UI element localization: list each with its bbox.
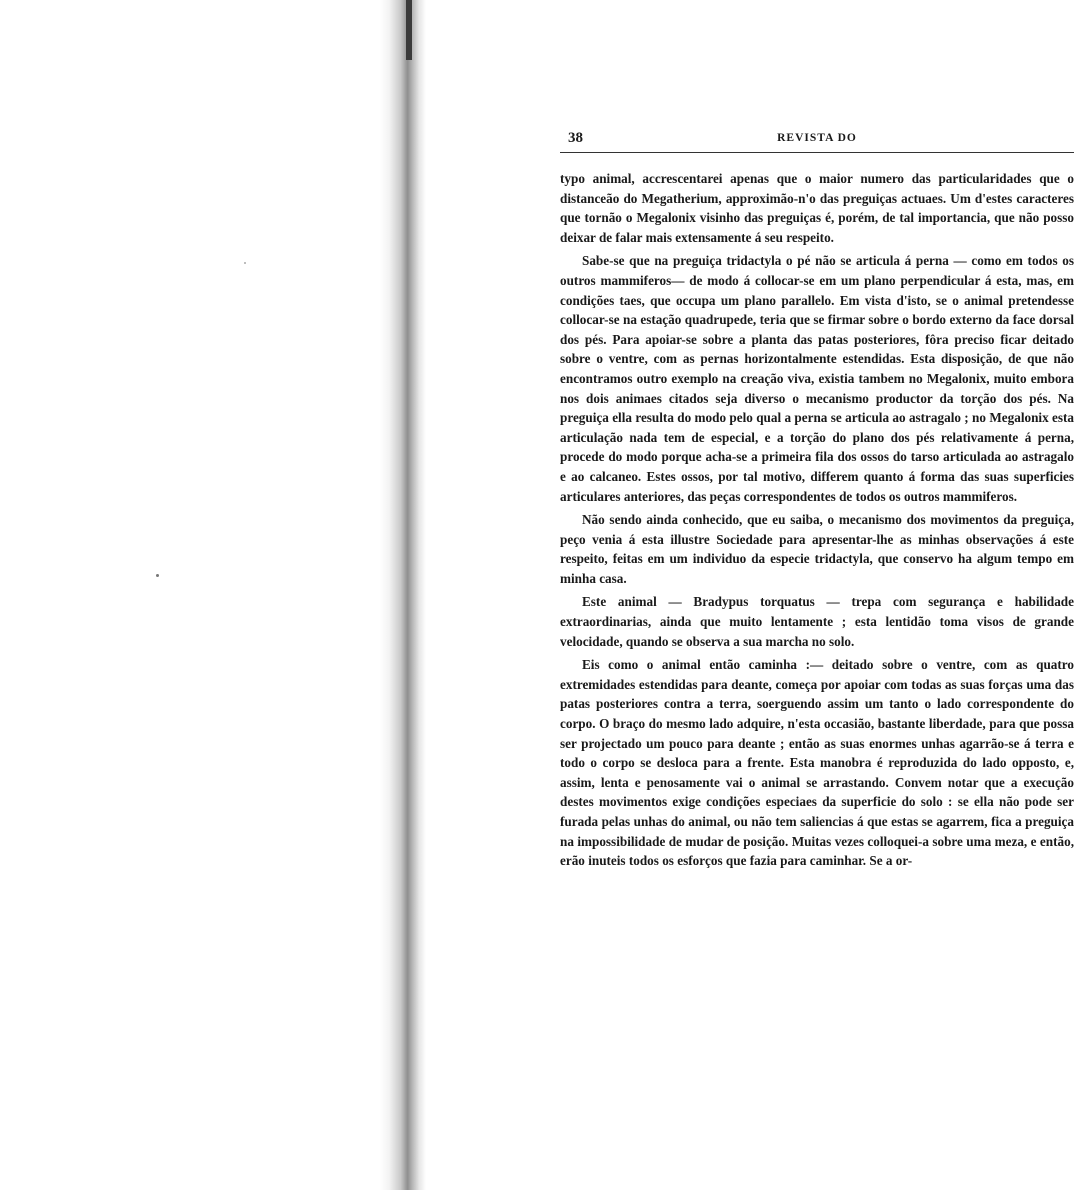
paragraph-2: Sabe-se que na preguiça tridactyla o pé não se articula á perna — como em todos os outros mammiferos— de modo á collocar-se em um plano perpendicular á esta, mas, em condições taes, que occupa um plano parallelo. Em vista d'isto, se o animal pretendesse collocar-se na estação quadrupede, teria que se firmar sobre o bordo externo da face dorsal dos pés. Para apoiar-se sobre a planta das patas posteriores, fôra preciso ficar deitado sobre o ventre, com as pernas horizontalmente estendidas. Esta disposição, de que não encontramos outro exemplo na creação viva, existia tambem no Megalonix, muito embora nos dois animaes citados seja diverso o mecanismo productor da torção dos pés. Na preguiça ella resulta do modo pelo qual a perna se articula ao astragalo ; no Megalonix esta articulação nada tem de especial, e a torção do plano dos pés relativamente á perna, procede do modo porque acha-se a primeira fila dos ossos do tarso articulada ao astragalo e ao calcaneo. Estes ossos, por tal motivo, differem quanto á forma das suas superficies articulares anteriores, das peças correspondentes de todos os outros mammiferos. (560, 253, 1074, 504)
body-text (560, 169, 1074, 871)
paper-speck (244, 262, 246, 264)
paragraph-1: typo animal, accrescentarei apenas que o maior numero das particularidades que o distanceão do Megatherium, approximão-n'o das preguiças actuaes. Um d'estes caracteres que tornão o Megalonix visinho das preguiças é, porém, de tal importancia, que não posso deixar de falar mais extensamente á seu respeito. (560, 171, 1074, 245)
binding-gutter (380, 0, 426, 1190)
page-number: 38 (568, 130, 583, 146)
paragraph-5: Eis como o animal então caminha :— deitado sobre o ventre, com as quatro extremidades estendidas para deante, começa por apoiar com todas as suas forças uma das patas posteriores contra a terra, soerguendo assim um tanto o lado correspondente do corpo. O braço do mesmo lado adquire, n'esta occasião, bastante liberdade, para que possa ser projectado um pouco para deante ; então as suas enormes unhas agarrão-se á terra e todo o corpo se desloca para a frente. Esta manobra é reproduzida do lado opposto, e, assim, lenta e penosamente vai o animal se arrastando. Convem notar que a execução destes movimentos exige condições especiaes da superficie do solo : se ella não pode ser furada pelas unhas do animal, ou não tem saliencias á que estas se agarrem, fica a preguiça na impossibilidade de mudar de posição. Muitas vezes colloquei-a sobre uma meza, e então, erão inuteis todos os esforços que fazia para caminhar. Se a or- (560, 657, 1074, 869)
paragraph-4: Este animal — Bradypus torquatus — trepa com segurança e habilidade extraordinarias, ainda que muito lentamente ; esta lentidão toma visos de grande velocidade, quando se observa a sua marcha no solo. (560, 594, 1074, 649)
running-head: REVISTA DO (777, 132, 857, 144)
paragraph-3: Não sendo ainda conhecido, que eu saiba, o mecanismo dos movimentos da preguiça, peço venia á esta illustre Sociedade para apresentar-lhe as minhas observações á este respeito, feitas em um individuo da especie tridactyla, que conservo ha algum tempo em minha casa. (560, 512, 1074, 586)
page-header (560, 128, 1074, 153)
paper-speck (156, 574, 159, 577)
running-head-wrapper (560, 132, 1074, 144)
book-page (560, 128, 1074, 1148)
